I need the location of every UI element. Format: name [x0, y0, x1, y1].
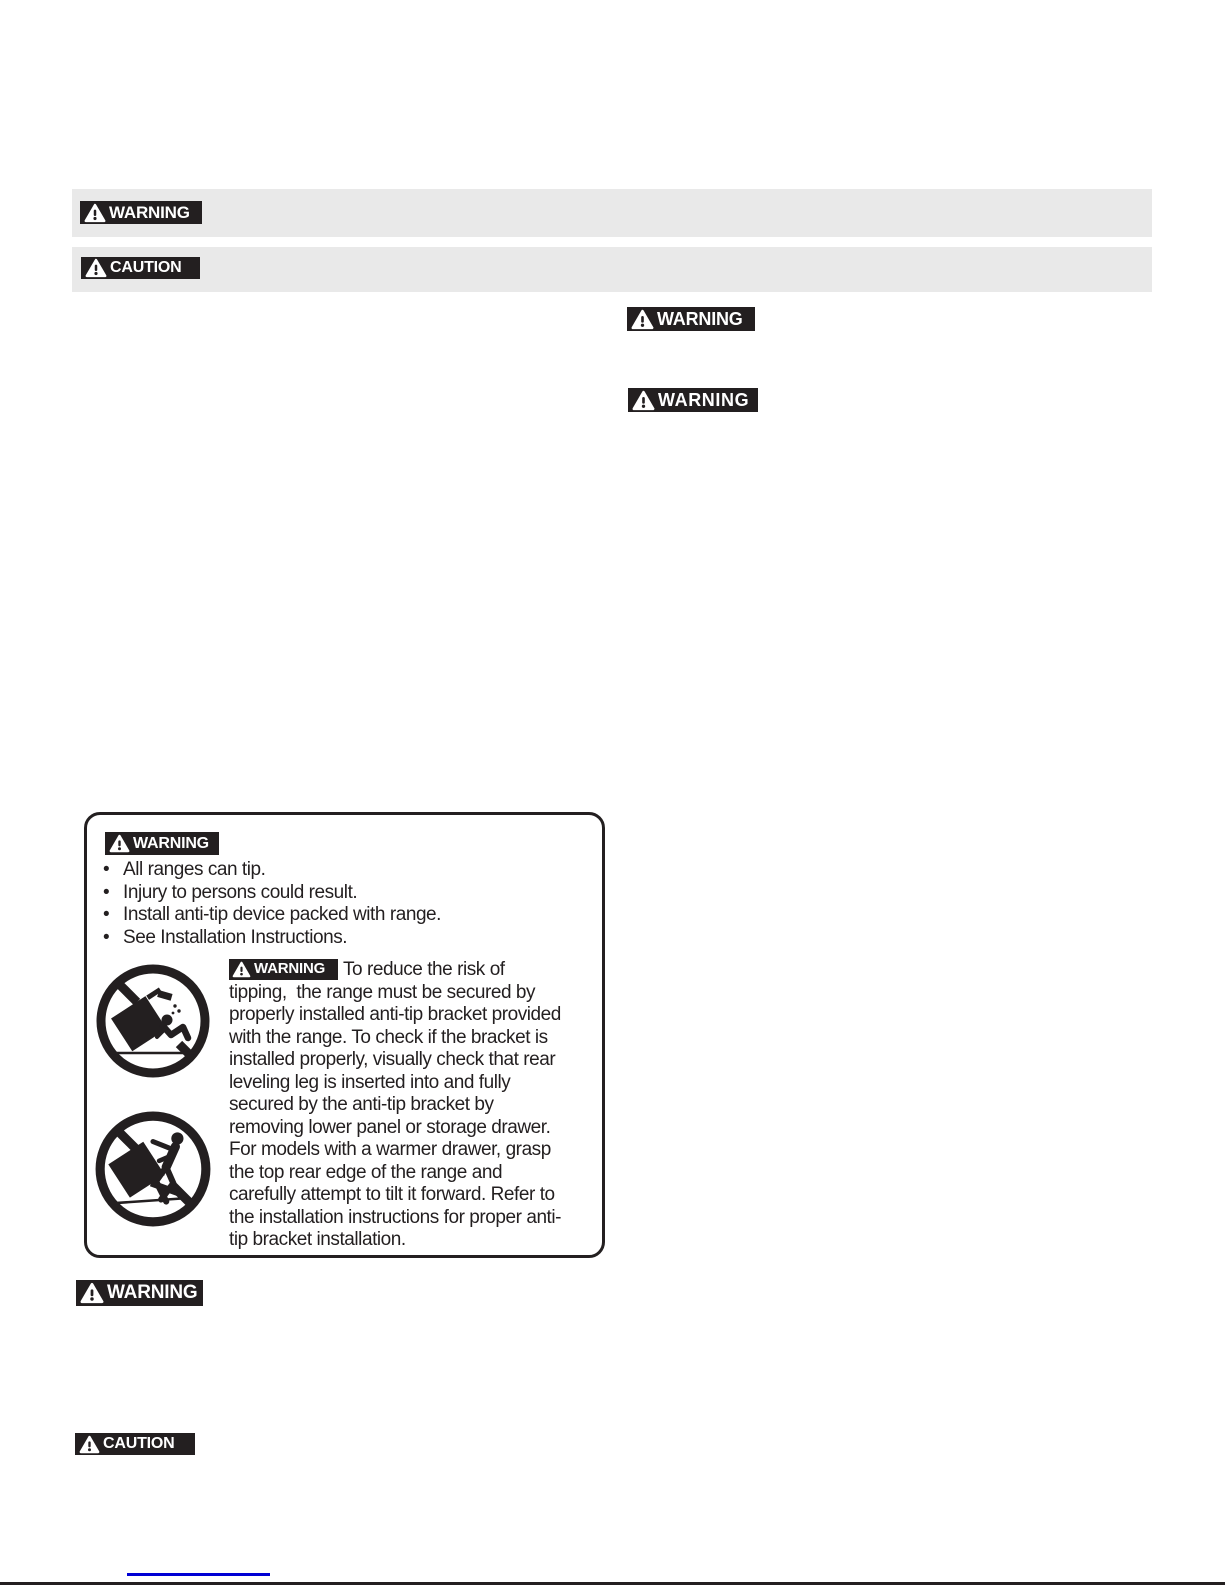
caution-badge-top — [81, 257, 200, 279]
warning-triangle-icon — [85, 258, 107, 278]
warning-bullet — [103, 904, 441, 927]
warning-triangle-icon — [80, 1282, 104, 1304]
no-range-tipping-child-icon — [93, 961, 213, 1081]
warning-triangle-icon — [109, 834, 130, 853]
warning-badge-label: WARNING — [657, 308, 743, 329]
anti-tip-paragraph-line: secured by the anti-tip bracket by — [229, 1094, 494, 1115]
anti-tip-paragraph-line: with the range. To check if the bracket is — [229, 1026, 548, 1048]
warning-bullet — [103, 927, 441, 950]
anti-tip-paragraph-line — [229, 959, 601, 982]
anti-tip-paragraph-line: the top rear edge of the range and — [229, 1161, 503, 1183]
bullet-dot: • — [103, 926, 110, 948]
anti-tip-paragraph-line: For models with a warmer drawer, grasp — [229, 1139, 551, 1160]
warning-badge-top — [80, 201, 202, 224]
caution-badge-label: CAUTION — [110, 259, 182, 276]
warning-triangle-icon — [632, 390, 655, 411]
warning-banner-bar — [72, 189, 1152, 237]
warning-badge-label: WARNING — [254, 960, 326, 977]
anti-tip-paragraph-line: tipping, the range must be secured by — [229, 981, 536, 1003]
bullet-text: All ranges can tip. — [123, 859, 266, 880]
bullet-text: See Installation Instructions. — [123, 926, 348, 948]
warning-badge-label: WARNING — [133, 834, 209, 852]
bullet-text: Install anti-tip device packed with range. — [123, 904, 442, 925]
anti-tip-paragraph-line: tip bracket installation. — [229, 1229, 406, 1250]
footer-link-underline[interactable] — [127, 1573, 270, 1576]
warning-bullet-list — [103, 859, 441, 949]
warning-bullet — [103, 859, 441, 882]
warning-badge-label: WARNING — [107, 1282, 198, 1303]
anti-tip-paragraph-line: carefully attempt to tilt it forward. Refer to — [229, 1184, 555, 1205]
warning-badge-bottom — [76, 1280, 203, 1306]
warning-triangle-icon — [79, 1435, 100, 1454]
warning-triangle-icon — [631, 309, 654, 330]
caution-badge-label: CAUTION — [103, 1435, 175, 1452]
warning-triangle-icon — [84, 203, 106, 223]
bullet-dot: • — [103, 859, 110, 880]
caution-badge-bottom — [75, 1433, 195, 1455]
warning-badge-box — [105, 832, 219, 855]
bullet-dot: • — [103, 904, 110, 925]
anti-tip-paragraph-line: leveling leg is inserted into and fully — [229, 1071, 511, 1093]
warning-bullet — [103, 882, 441, 905]
bullet-text: Injury to persons could result. — [123, 881, 358, 903]
bullet-dot: • — [103, 881, 110, 903]
anti-tip-paragraph-line: properly installed anti-tip bracket provided — [229, 1004, 561, 1025]
warning-badge-col2-1 — [627, 307, 755, 331]
anti-tip-paragraph-line: installed properly, visually check that rear — [229, 1049, 556, 1070]
anti-tip-paragraph-line: the installation instructions for proper anti- — [229, 1206, 562, 1228]
warning-badge-label: WARNING — [109, 202, 190, 222]
anti-tip-paragraph — [229, 959, 601, 1252]
paragraph-text: To reduce the risk of — [343, 959, 505, 980]
anti-tip-warning-box — [84, 812, 605, 1258]
warning-badge-label: WARNING — [658, 389, 750, 410]
caution-banner-bar — [72, 247, 1152, 292]
warning-badge-col2-2 — [628, 388, 758, 412]
warning-triangle-icon — [232, 961, 251, 978]
warning-badge-inline — [229, 959, 338, 980]
anti-tip-paragraph-line: removing lower panel or storage drawer. — [229, 1116, 551, 1138]
no-range-tipping-adult-icon — [92, 1108, 214, 1230]
